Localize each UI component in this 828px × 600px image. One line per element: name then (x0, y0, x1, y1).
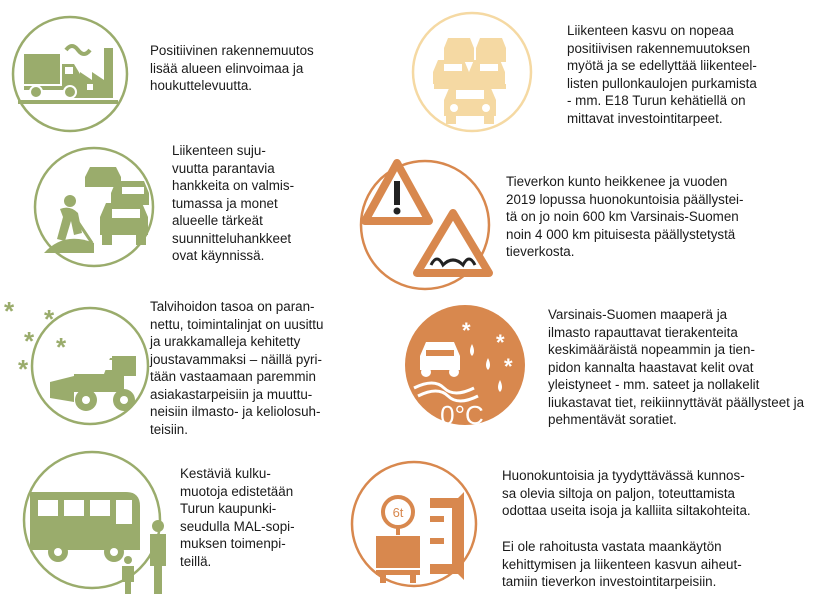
slippery-road-icon (400, 300, 530, 430)
text-block-sillat: Huonokuntoisia ja tyydyttävässä kunnos- sa olevia siltoja on paljon, toteuttamista odottaa useita isoja ja kalliita siltakohteita. (502, 468, 751, 518)
text-block-talvihoito: Talvihoidon tasoa on paran- nettu, toimintalinjat on uusittu ja urakkamalleja kehitetty joustavammaksi – näillä pyri- tään vastaamaan paremmin asiakastarpeisiin ja muuttu- neisiin ilmasto- ja keliolosuh- teisiin. (150, 299, 324, 437)
text-block-sujuvuus: Liikenteen suju- vuutta parantavia hankkeita on valmis- tumassa ja monet alueelle tärkeät suunnitteluhankkeet ovat käynnissä. (172, 143, 295, 263)
warning-sign-icon (355, 155, 495, 295)
bridge-weight-icon (346, 456, 482, 592)
text-block-ilmasto: Varsinais-Suomen maaperä ja ilmasto rapauttavat tierakenteita keskimääräistä nopeammin ja tien- pidon kannalta haastavat kelit ovat yleistyneet - mm. sateet ja nollakelit liukastavat tiet, reikiinnyttävät päällysteet ja pehmentävät soratiet. (548, 307, 805, 427)
text-block-rakennemuutos: Positiivinen rakennemuutos lisää alueen elinvoimaa ja houkuttelevuutta. (150, 43, 314, 93)
svg-text:*: * (18, 354, 29, 384)
svg-text:*: * (4, 296, 15, 326)
snowplow-icon (4, 296, 144, 426)
text-block-liikenteen-kasvu: Liikenteen kasvu on nopeaa positiivisen rakennemuutoksen myötä ja se edellyttää liikenteel- listen pullonkaulojen purkamista - mm. E18 Turun kehätiellä on mittavat investointitarpeet. (567, 23, 757, 126)
road-work-icon (30, 143, 158, 271)
text-block-rahoitus: Ei ole rahoitusta vastata maankäytön kehittymisen ja liikenteen kasvun aiheut- tamiin tieverkon investointitarpeisiin. (502, 539, 742, 589)
traffic-jam-icon (408, 8, 536, 136)
svg-text:*: * (462, 318, 471, 343)
svg-text:*: * (496, 330, 505, 355)
text-block-kestavat-kulkumuodot: Kestäviä kulku- muotoja edistetään Turun kaupunki- seudulla MAL-sopi- muksen toimenpi- teillä. (180, 466, 295, 569)
svg-text:*: * (24, 326, 35, 356)
svg-text:*: * (56, 332, 67, 362)
svg-text:*: * (44, 304, 55, 334)
text-block-tieverkon-kunto: Tieverkon kunto heikkenee ja vuoden 2019 lopussa huonokuntoisia päällystei- tä on jo noin 600 km Varsinais-Suomen noin 4 000 km pituisesta päällystetystä tieverkosta. (506, 174, 744, 259)
temperature-label: 0°C (440, 400, 484, 430)
svg-text:*: * (504, 354, 513, 379)
weight-limit-label: 6t (392, 505, 404, 520)
factory-truck-icon (8, 12, 133, 137)
bus-pedestrians-icon (10, 448, 170, 596)
